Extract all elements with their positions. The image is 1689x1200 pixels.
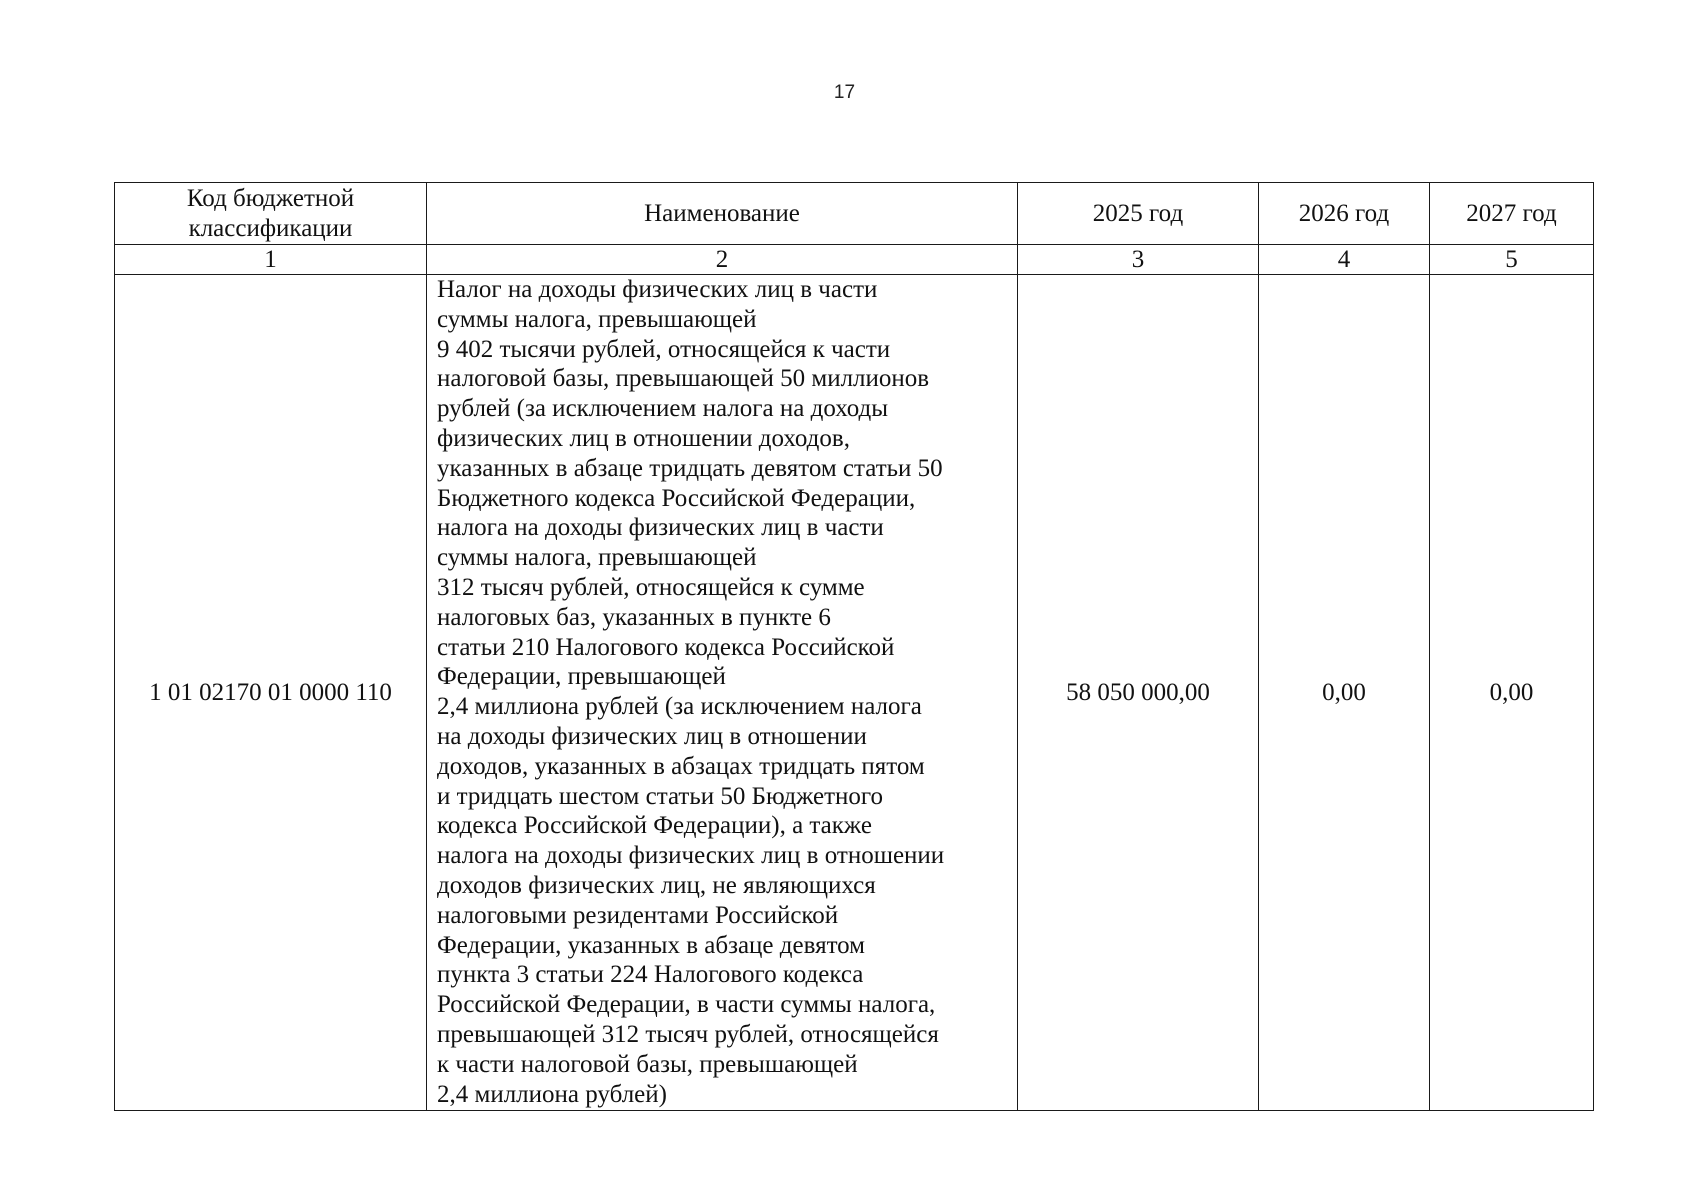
budget-code-cell: 1 01 02170 01 0000 110 bbox=[115, 275, 427, 1111]
amount-2026-cell: 0,00 bbox=[1259, 275, 1430, 1111]
column-number-3: 3 bbox=[1018, 245, 1259, 275]
column-number-4: 4 bbox=[1259, 245, 1430, 275]
page-number: 17 bbox=[833, 82, 856, 103]
header-name: Наименование bbox=[427, 183, 1018, 245]
table-header-row bbox=[115, 183, 1594, 245]
revenue-name-text: Налог на доходы физических лиц в части суммы налога, превышающей 9 402 тысячи рублей, относящейся к части налоговой базы, превышающей 50 миллионов рублей (за исключением налога на доходы физических лиц в отношении доходов, указанных в абзаце тридцать девятом статьи 50 Бюджетного кодекса Российской Федерации, налога на доходы физических лиц в части суммы налога, превышающей 312 тысяч рублей, относящейся к сумме налоговых баз, указанных в пункте 6 статьи 210 Налогового кодекса Российской Федерации, превышающей 2,4 миллиона рублей (за исключением налога на доходы физических лиц в отношении доходов, указанных в абзацах тридцать пятом и тридцать шестом статьи 50 Бюджетного кодекса Российской Федерации), а также налога на доходы физических лиц в отношении доходов физических лиц, не являющихся налоговыми резидентами Российской Федерации, указанных в абзаце девятом пункта 3 статьи 224 Налогового кодекса Российской Федерации, в части суммы налога, превышающей 312 тысяч рублей, относящейся к части налоговой базы, превышающей 2,4 миллиона рублей) bbox=[437, 276, 945, 1108]
table-row bbox=[115, 275, 1594, 1111]
column-number-1: 1 bbox=[115, 245, 427, 275]
header-year-2027: 2027 год bbox=[1430, 183, 1594, 245]
column-number-5: 5 bbox=[1430, 245, 1594, 275]
column-number-row bbox=[115, 245, 1594, 275]
column-number-2: 2 bbox=[427, 245, 1018, 275]
amount-2027-cell: 0,00 bbox=[1430, 275, 1594, 1111]
header-budget-code: Код бюджетной классификации bbox=[115, 183, 427, 245]
amount-2025-cell: 58 050 000,00 bbox=[1018, 275, 1259, 1111]
budget-revenue-table bbox=[114, 182, 1594, 1111]
name-cell bbox=[427, 275, 1018, 1111]
header-year-2026: 2026 год bbox=[1259, 183, 1430, 245]
header-year-2025: 2025 год bbox=[1018, 183, 1259, 245]
